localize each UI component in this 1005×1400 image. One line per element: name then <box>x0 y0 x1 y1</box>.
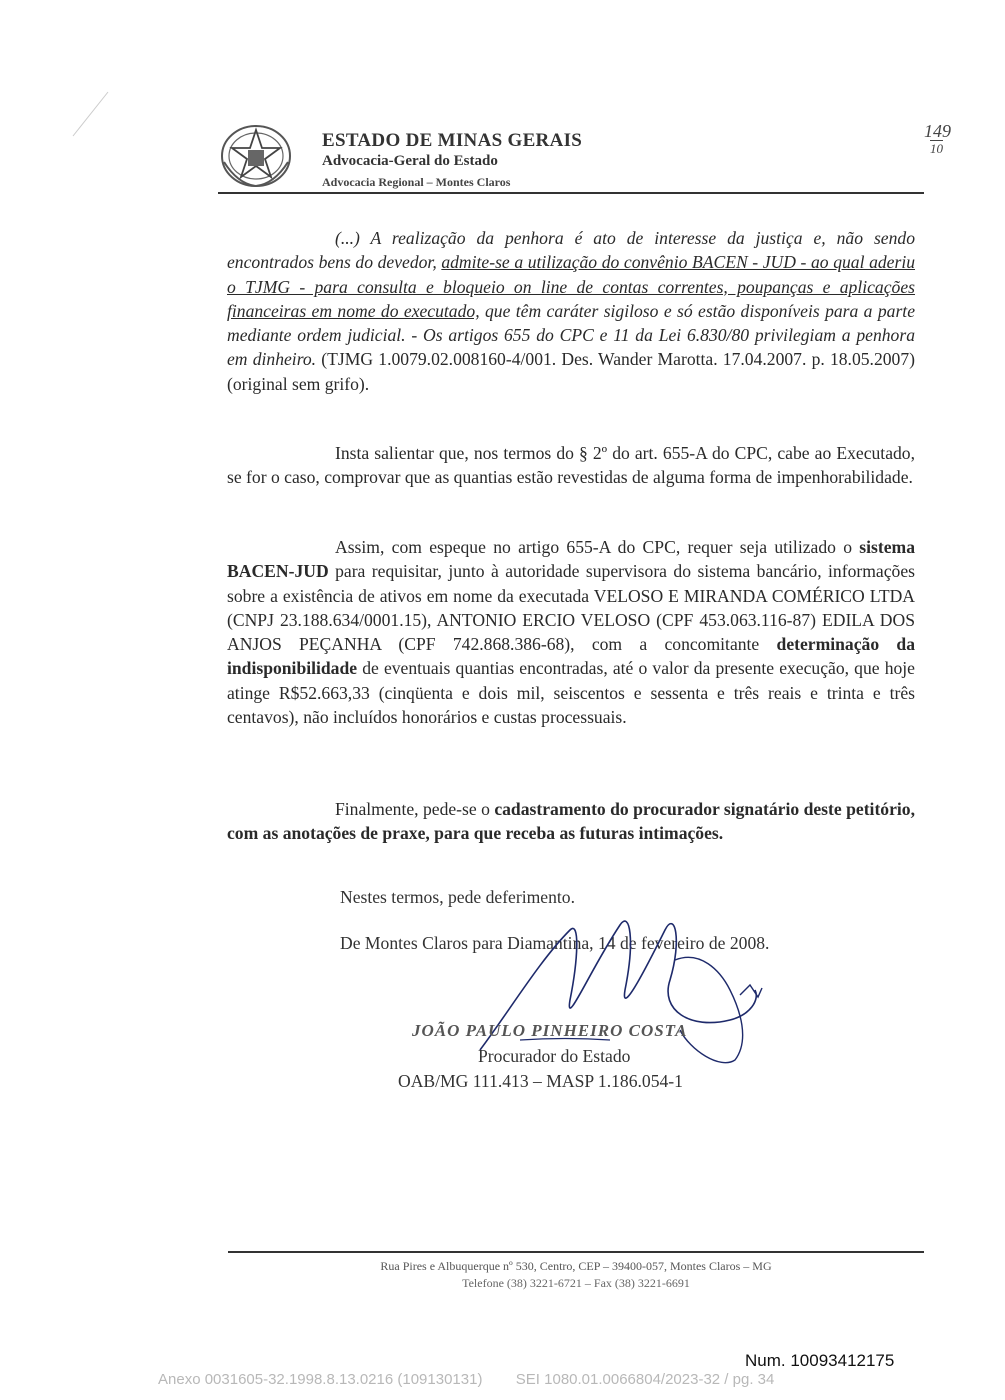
annex-reference: Anexo 0031605-32.1998.8.13.0216 (109130131) SEI 1080.01.0066804/2023-32 / pg. 34 <box>158 1371 775 1388</box>
quote-part-1: (...) A realização da penhora é ato de interesse da justiça e, não sendo encontrados bens do devedor, <box>227 228 915 273</box>
signatory-role: Procurador do Estado <box>478 1046 631 1066</box>
quote-part-3: que têm caráter sigiloso e só estão disponíveis para a parte mediante ordem judicial. - Os artigos 655 do CPC e 11 da Lei 6.830/80 privilegiam a penhora em dinheiro. <box>227 300 915 370</box>
paragraph-final <box>227 797 915 846</box>
final-part-a: Finalmente, pede-se o <box>335 799 495 819</box>
jurisprudence-quote <box>227 226 915 396</box>
header-state: ESTADO DE MINAS GERAIS <box>322 130 583 151</box>
signatory-name: JOÃO PAULO PINHEIRO COSTA <box>412 1021 688 1040</box>
request-bacen-jud: sistema BACEN-JUD <box>227 537 915 582</box>
footer-address: Rua Pires e Albuquerque nº 530, Centro, CEP – 39400-057, Montes Claros – MG <box>380 1259 772 1273</box>
request-part-e: de eventuais quantias encontradas, até o valor da presente execução, que hoje atinge R$52.663,33 (cinqüenta e dois mil, seiscentos e sessenta e três reais e trinta e três centavos), não incluídos honorários e custas processuais. <box>227 658 915 728</box>
closing-place-date: De Montes Claros para Diamantina, 14 de fevereiro de 2008. <box>340 933 770 953</box>
page-number-sub: 10 <box>930 141 943 156</box>
request-part-a: Assim, com espeque no artigo 655-A do CPC, requer seja utilizado o <box>335 537 860 557</box>
footer-phone: Telefone (38) 3221-6721 – Fax (38) 3221-6691 <box>462 1276 690 1290</box>
request-part-c: para requisitar, junto à autoridade supervisora do sistema bancário, informações sobre a existência de ativos em nome da executada VELOSO E MIRANDA COMÉRICO LTDA (CNPJ 23.188.634/0001.15), ANTONIO ERCIO VELOSO (CPF 453.063.116-87) EDILA DOS ANJOS PEÇANHA (CPF 742.868.386-68), com a concomitante <box>227 561 915 655</box>
page-number: 149 <box>924 121 951 141</box>
header-divider <box>218 192 924 194</box>
closing-request: Nestes termos, pede deferimento. <box>340 887 575 907</box>
handwritten-signature <box>420 900 780 1070</box>
quote-citation: (TJMG 1.0079.02.008160-4/001. Des. Wander Marotta. 17.04.2007. p. 18.05.2007) (original sem grifo). <box>227 349 915 394</box>
signatory-registration: OAB/MG 111.413 – MASP 1.186.054-1 <box>398 1071 683 1091</box>
paragraph-request <box>227 535 915 729</box>
paragraph-impenhorabilidade: Insta salientar que, nos termos do § 2º do art. 655-A do CPC, cabe ao Executado, se for o caso, comprovar que as quantias estão revestidas de alguma forma de impenhorabilidade. <box>227 443 915 488</box>
request-indisponibilidade: determinação da indisponibilidade <box>227 634 915 679</box>
final-bold: cadastramento do procurador signatário deste petitório, com as anotações de praxe, para que receba as futuras intimações. <box>227 799 915 844</box>
document-number: Num. 10093412175 <box>745 1351 895 1370</box>
scan-mark <box>68 84 128 144</box>
footer-divider <box>228 1251 924 1253</box>
coat-of-arms-icon <box>218 122 294 190</box>
header-regional: Advocacia Regional – Montes Claros <box>322 175 511 189</box>
handwritten-page-number <box>924 122 951 158</box>
quote-underlined: admite-se a utilização do convênio BACEN - JUD - ao qual aderiu o TJMG - para consulta e bloqueio on line de contas correntes, poupanças e aplicações financeiras em nome do executado, <box>227 252 916 321</box>
header-office: Advocacia-Geral do Estado <box>322 153 498 169</box>
